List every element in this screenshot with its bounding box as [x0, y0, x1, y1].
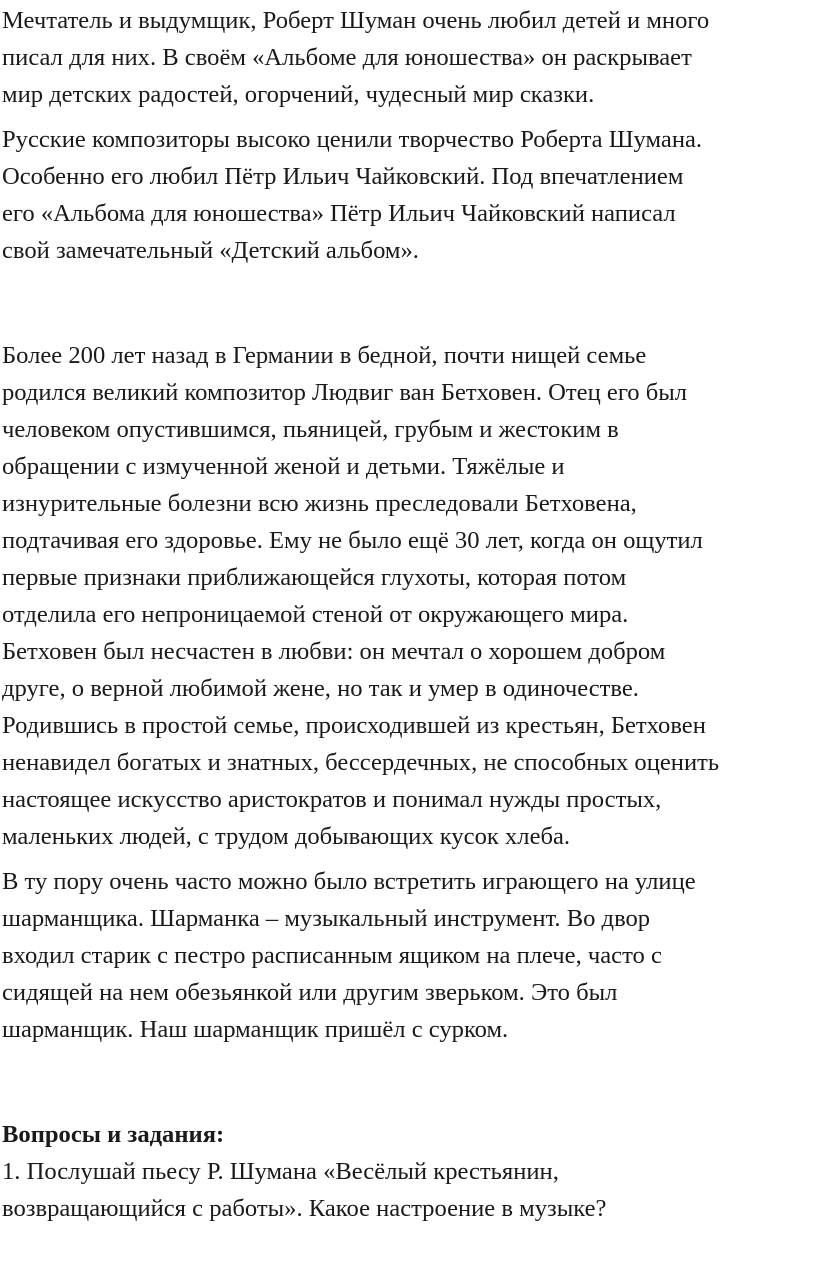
text-line: Особенно его любил Пётр Ильич Чайковский. Под впечатлением [2, 163, 684, 190]
text-line: Родившись в простой семье, происходившей из крестьян, Бетховен [2, 712, 706, 739]
text-line: ненавидел богатых и знатных, бессердечных, не способных оценить [2, 749, 720, 776]
text-line: первые признаки приближающейся глухоты, которая потом [2, 564, 627, 591]
section-spacer [2, 269, 816, 337]
text-line: родился великий композитор Людвиг ван Бетховен. Отец его был [2, 379, 688, 406]
text-line: мир детских радостей, огорчений, чудесный мир сказки. [2, 81, 595, 108]
text-line: изнурительные болезни всю жизнь преследовали Бетховена, [2, 490, 637, 517]
text-line: Более 200 лет назад в Германии в бедной, почти нищей семье [2, 342, 647, 369]
text-line: свой замечательный «Детский альбом». [2, 237, 419, 264]
text-line: обращении с измученной женой и детьми. Тяжёлые и [2, 453, 565, 480]
text-line: подтачивая его здоровье. Ему не было ещё 30 лет, когда он ощутил [2, 527, 703, 554]
text-line: Русские композиторы высоко ценили творчество Роберта Шумана. [2, 126, 703, 153]
questions-section [2, 1116, 816, 1227]
text-line: В ту пору очень часто можно было встретить играющего на улице [2, 868, 696, 895]
questions-heading: Вопросы и задания: [2, 1121, 225, 1148]
text-line: писал для них. В своём «Альбоме для юношества» он раскрывает [2, 44, 692, 71]
text-line: отделила его непроницаемой стеной от окружающего мира. [2, 601, 629, 628]
text-line: шарманщик. Наш шарманщик пришёл с сурком. [2, 1016, 509, 1043]
text-line: сидящей на нем обезьянкой или другим зверьком. Это был [2, 979, 618, 1006]
paragraph-spacer [2, 113, 816, 121]
paragraph-spacer [2, 855, 816, 863]
paragraph-schumann-intro [2, 2, 816, 113]
text-line: человеком опустившимся, пьяницей, грубым и жестоким в [2, 416, 619, 443]
question-line: возвращающийся с работы». Какое настроение в музыке? [2, 1195, 607, 1222]
text-line: маленьких людей, с трудом добывающих кусок хлеба. [2, 823, 571, 850]
paragraph-russian-composers [2, 121, 816, 269]
paragraph-beethoven [2, 337, 816, 855]
text-line: Мечтатель и выдумщик, Роберт Шуман очень любил детей и много [2, 7, 710, 34]
text-line: его «Альбома для юношества» Пётр Ильич Чайковский написал [2, 200, 676, 227]
text-line: друге, о верной любимой жене, но так и умер в одиночестве. [2, 675, 639, 702]
text-line: настоящее искусство аристократов и понимал нужды простых, [2, 786, 662, 813]
text-line: входил старик с пестро расписанным ящиком на плече, часто с [2, 942, 662, 969]
section-spacer [2, 1048, 816, 1116]
paragraph-organ-grinder [2, 863, 816, 1048]
question-line: 1. Послушай пьесу Р. Шумана «Весёлый крестьянин, [2, 1158, 559, 1185]
text-line: шарманщика. Шарманка – музыкальный инструмент. Во двор [2, 905, 651, 932]
text-line: Бетховен был несчастен в любви: он мечтал о хорошем добром [2, 638, 666, 665]
